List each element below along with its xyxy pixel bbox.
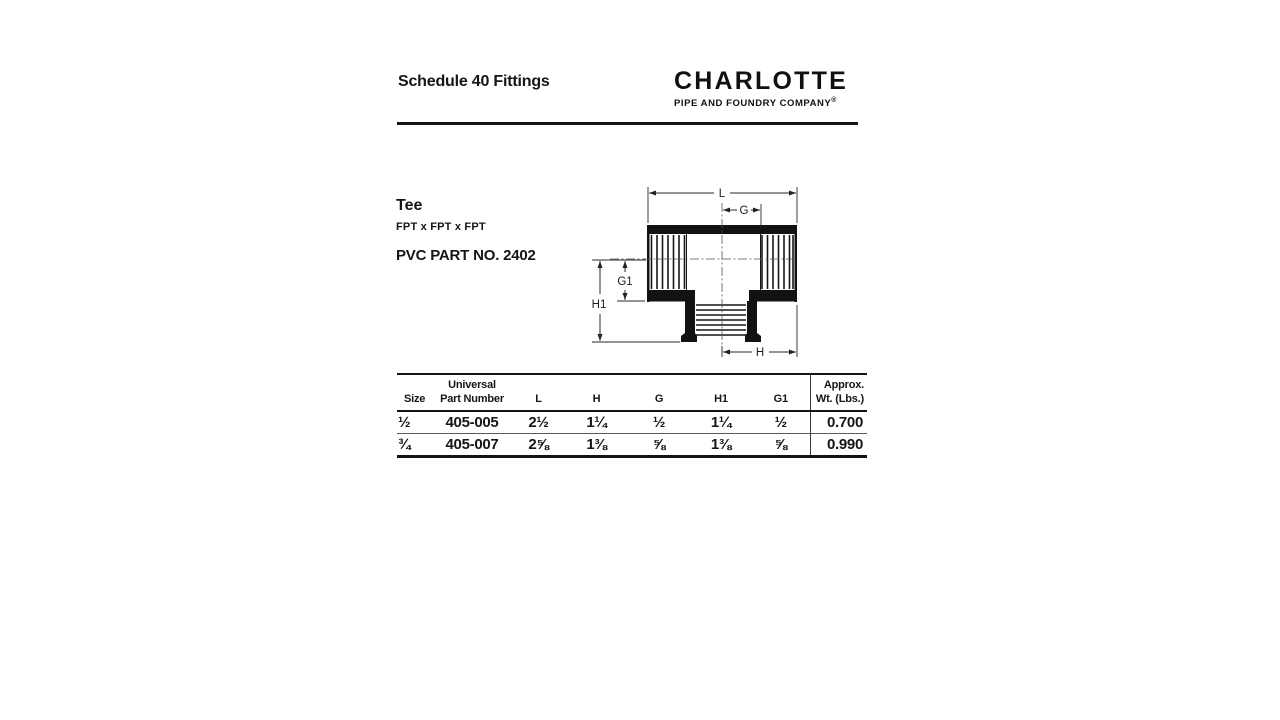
product-name: Tee [396,197,423,214]
cell-weight: 0.700 [810,411,867,434]
company-logo-tagline-text: PIPE AND FOUNDRY COMPANY [674,98,832,109]
dimensions-table [397,373,867,458]
dim-label-H1: H1 [591,299,607,311]
tee-fitting-technical-drawing [585,180,810,360]
cell-part-number: 405-007 [445,436,499,453]
dim-label-L: L [718,188,726,200]
cell-L: 2⅝ [528,436,549,453]
registered-trademark-symbol: ® [831,97,837,104]
col-header-size: Size [404,392,426,405]
cell-G1: ½ [774,413,787,431]
page-title: Schedule 40 Fittings [398,73,550,90]
dim-label-G1: G1 [617,276,633,288]
cell-G: ½ [652,413,666,431]
table-header-row [397,374,867,411]
cell-H1: 1¼ [710,413,732,431]
header-divider [397,122,858,125]
cell-H1: 1⅜ [710,436,732,453]
product-configuration: FPT x FPT x FPT [396,221,486,233]
cell-G: ⅝ [652,436,666,453]
col-header-weight: Approx. Wt. (Lbs.) [810,374,867,411]
dim-label-G: G [739,205,749,217]
table-row [397,411,867,434]
product-part-number: PVC PART NO. 2402 [396,247,536,264]
dimension-lines [600,193,796,352]
company-logo [674,69,860,109]
col-header-H1: H1 [714,392,728,405]
cell-G1: ⅝ [774,436,787,453]
cell-weight: 0.990 [810,434,867,457]
cell-L: 2½ [528,413,549,431]
cell-H: 1¼ [586,413,607,431]
cell-part-number: 405-005 [445,413,499,431]
company-logo-tagline [674,97,860,109]
dim-label-H: H [755,347,765,359]
table-row [397,434,867,457]
cell-size: ½ [398,413,411,431]
socket-face-lines [687,234,761,290]
col-header-H: H [592,392,601,405]
cell-H: 1⅜ [586,436,607,453]
company-logo-wordmark: CHARLOTTE [674,67,848,95]
col-header-G: G [654,392,664,405]
col-header-G1: G1 [773,392,788,405]
cell-size: ¾ [398,436,411,453]
col-header-part-number: Universal Part Number [440,379,504,405]
col-header-L: L [535,392,542,405]
